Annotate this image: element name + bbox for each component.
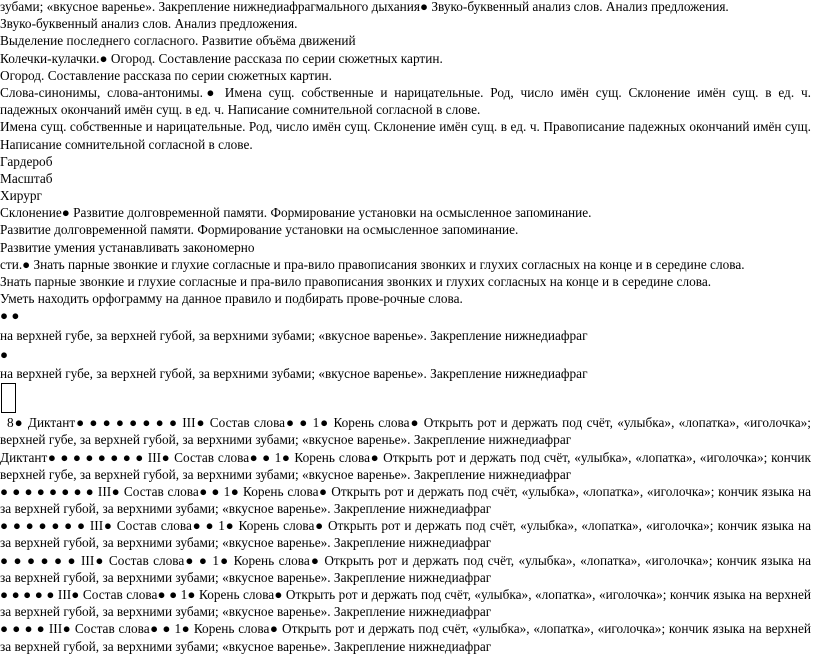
text-line: Написание сомнительной согласной в слове. <box>0 136 253 152</box>
text-line: на верхней губе, за верхней губой, за верхними зубами; «вкусное варенье». Закрепление нижнедиафраг <box>0 365 588 381</box>
text-line: Выделение последнего согласного. Развитие объёма движений <box>0 33 356 49</box>
text-line: Колечки-кулачки.● Огород. Составление рассказа по серии сюжетных картин. <box>0 50 443 66</box>
text-line: за верхней губой, за верхними зубами; «вкусное варенье». Закрепление нижнедиафраг <box>0 604 492 620</box>
text-line: Имена сущ. собственные и нарицательные. Род, число имён сущ. Склонение имён сущ. в ед. ч. Правописание падежных окончаний имён сущ. <box>0 119 811 135</box>
bullet-line: ● <box>0 346 9 362</box>
text-line: за верхней губой, за верхними зубами; «вкусное варенье». Закрепление нижнедиафраг <box>0 535 492 551</box>
text-line: Развитие умения устанавливать закономерно <box>0 239 255 255</box>
text-line: Звуко-буквенный анализ слов. Анализ предложения. <box>0 16 298 32</box>
text-line: ● ● ● ● ● ● III● Состав слова● ● 1● Корень слова● Открыть рот и держать под счёт, «улыбка», «лопатка», «иголочка»; кончик языка на <box>0 552 811 568</box>
empty-table-cell <box>0 382 811 414</box>
cell-border <box>1 383 16 413</box>
text-line: Гардероб <box>0 153 53 169</box>
text-line: зубами; «вкусное варенье». Закрепление нижнедиафрагмального дыхания● Звуко-буквенный анализ слов. Анализ предложения. <box>0 0 729 14</box>
text-line: Диктант● ● ● ● ● ● ● ● III● Состав слова● ● 1● Корень слова● Открыть рот и держать под счёт, «улыбка», «лопатка», «иголочка»; кончик <box>0 449 811 465</box>
text-line: падежных окончаний имён сущ. в ед. ч. Написание сомнительной согласной в слове. <box>0 102 481 118</box>
text-line: Огород. Составление рассказа по серии сюжетных картин. <box>0 67 332 83</box>
text-line: Хирург <box>0 188 42 204</box>
text-line: верхней губе, за верхней губой, за верхними зубами; «вкусное варенье». Закрепление нижнедиафраг <box>0 466 572 482</box>
text-line: Склонение● Развитие долговременной памяти. Формирование установки на осмысленное запоминание. <box>0 205 592 221</box>
text-line: Уметь находить орфограмму на данное правило и подбирать прове-рочные слова. <box>0 291 463 307</box>
text-line: за верхней губой, за верхними зубами; «вкусное варенье». Закрепление нижнедиафраг <box>0 501 492 517</box>
text-line: сти.● Знать парные звонкие и глухие согласные и пра-вило правописания звонких и глухих согласных на конце и в середине слова. <box>0 256 745 272</box>
text-line: 8● Диктант● ● ● ● ● ● ● ● III● Состав слова● ● 1● Корень слова● Открыть рот и держать под счёт, «улыбка», «лопатка», «иголочка»; <box>7 415 811 431</box>
text-line: за верхней губой, за верхними зубами; «вкусное варенье». Закрепление нижнедиафраг <box>0 638 492 654</box>
text-line: Масштаб <box>0 170 53 186</box>
text-line: Слова-синонимы, слова-антонимы.● Имена сущ. собственные и нарицательные. Род, число имён сущ. Склонение имён сущ. в ед. ч. <box>0 84 811 100</box>
text-line: Знать парные звонкие и глухие согласные и пра-вило правописания звонких и глухих согласных на конце и в середине слова. <box>0 274 712 289</box>
text-line: ● ● ● ● ● ● ● ● III● Состав слова● ● 1● Корень слова● Открыть рот и держать под счёт, «улыбка», «лопатка», «иголочка»; кончик языка на <box>0 483 811 499</box>
text-line: за верхней губой, за верхними зубами; «вкусное варенье». Закрепление нижнедиафраг <box>0 569 492 585</box>
text-line: на верхней губе, за верхней губой, за верхними зубами; «вкусное варенье». Закрепление нижнедиафраг <box>0 327 588 343</box>
text-line: ● ● ● ● ● III● Состав слова● ● 1● Корень слова● Открыть рот и держать под счёт, «улыбка», «лопатка», «иголочка»; кончик языка на верхней <box>0 587 811 602</box>
text-line: Развитие долговременной памяти. Формирование установки на осмысленное запоминание. <box>0 222 519 238</box>
text-line: ● ● ● ● ● ● ● III● Состав слова● ● 1● Корень слова● Открыть рот и держать под счёт, «улыбка», «лопатка», «иголочка»; кончик языка на <box>0 518 811 534</box>
text-line: верхней губе, за верхней губой, за верхними зубами; «вкусное варенье». Закрепление нижнедиафраг <box>0 432 572 448</box>
text-line: ● ● ● ● III● Состав слова● ● 1● Корень слова● Открыть рот и держать под счёт, «улыбка», «лопатка», «иголочка»; кончик языка на верхней <box>0 621 811 637</box>
bullet-line: ● ● <box>0 308 20 324</box>
